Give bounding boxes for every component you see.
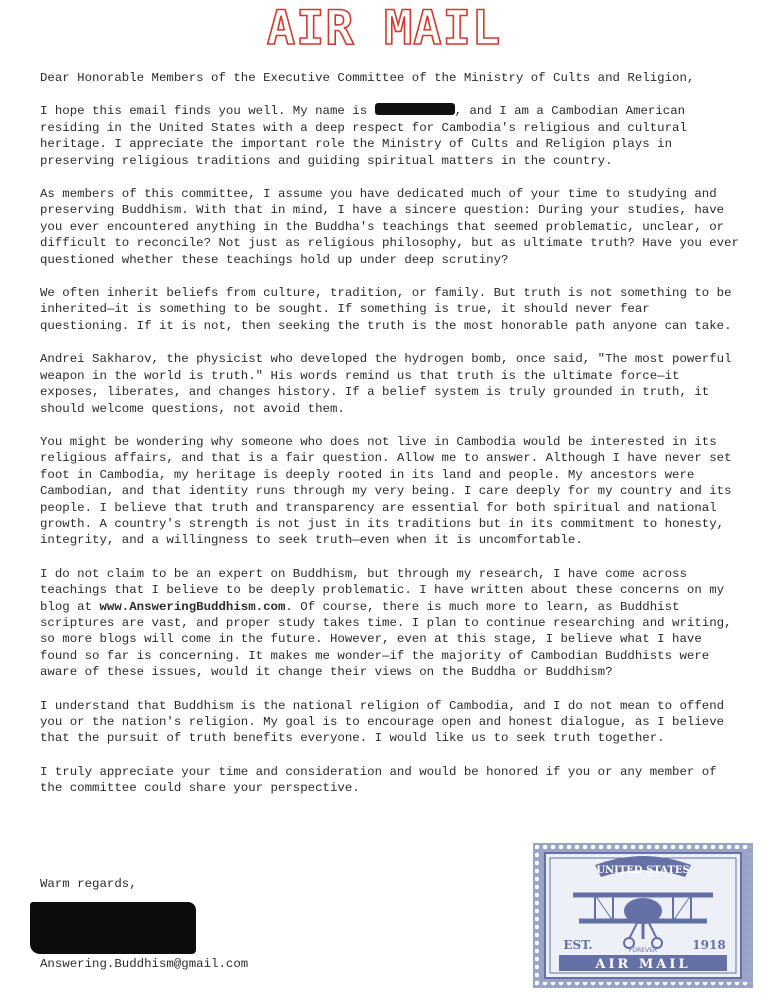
stamp-bottom-text: AIR MAIL [595, 957, 691, 972]
paragraph-national-religion: I understand that Buddhism is the national religion of Cambodia, and I do not mean to offend you or the nation's religion. My goal is to encourage open and honest dialogue, as I believe that the pursuit of truth benefits everyone. I would like us to seek truth together. [40, 698, 725, 746]
paragraph-beliefs: We often inherit beliefs from culture, tradition, or family. But truth is not something to be inherited—it is something to be sought. If something is true, it should never fear questioning. If it is not, then seeking the truth is the most honorable path anyone can take. [40, 286, 732, 333]
stamp-est-text: EST. [563, 938, 593, 952]
paragraph-introduction [40, 103, 740, 169]
blog-link[interactable]: www.AnsweringBuddhism.com [99, 599, 286, 614]
sign-off: Warm regards, [40, 877, 137, 891]
intro-text-start: I hope this email finds you well. My name is [40, 104, 375, 119]
intro-text-end: , and I am a Cambodian American residing in the United States with a deep respect for Cambodia's religious and cultural heritage. I appreciate the important role the Ministry of Cults and Religion plays in preserving religious traditions and guiding spiritual matters in the country. [40, 104, 687, 168]
air-mail-title: AIR MAIL [266, 1, 502, 56]
air-mail-header [0, 1, 768, 56]
stamp-forever-text: FOREVER [628, 947, 658, 954]
redacted-name [375, 103, 455, 115]
paragraph-appreciation: I truly appreciate your time and consideration and would be honored if you or any member of the committee could share your perspective. [40, 764, 717, 796]
paragraph-question: As members of this committee, I assume you have dedicated much of your time to studying and preserving Buddhism. With that in mind, I have a sincere question: During your studies, have you ever encountered anything in the Buddha's teachings that seemed problematic, unclear, or difficult to reconcile? Not just as religious philosophy, but as ultimate truth? Have you ever questioned whether these teachings hold up under deep scrutiny? [40, 187, 739, 267]
paragraph-sakharov-quote: Andrei Sakharov, the physicist who developed the hydrogen bomb, once said, "The most powerful weapon in the world is truth." His words remind us that truth is the ultimate force—it exposes, liberates, and changes history. If a belief system is truly grounded in truth, it should welcome questions, not avoid them. [40, 352, 732, 416]
research-text-start: I do not claim to be an expert on Buddhism, but through my research, I have come across teachings that I believe to be deeply problematic. I have written about these concerns on my blog at [40, 566, 725, 614]
air-mail-stamp [533, 843, 753, 988]
sender-email: Answering.Buddhism@gmail.com [40, 957, 249, 971]
stamp-year-text: 1918 [692, 938, 726, 952]
letter-body [40, 70, 740, 814]
paragraph-research [40, 566, 740, 681]
salutation: Dear Honorable Members of the Executive Committee of the Ministry of Cults and Religion, [40, 71, 695, 85]
paragraph-heritage: You might be wondering why someone who does not live in Cambodia would be interested in its religious affairs, and that is a fair question. Allow me to answer. Although I have never set foot in Cambodia, my heritage is deeply rooted in its land and people. My ancestors were Cambodian, and that identity runs through my very being. I care deeply for my country and its people. I believe that truth and transparency are essential for both spiritual and national growth. A country's strength is not just in its traditions but in its commitment to honesty, integrity, and a willingness to seek truth—even when it is uncomfortable. [40, 434, 732, 548]
stamp-top-text: UNITED STATES [596, 865, 690, 876]
redacted-signature [30, 902, 196, 954]
research-text-end: . Of course, there is much more to learn, as Buddhist scriptures are vast, and proper study takes time. I plan to continue researching and writing, so more blogs will come in the future. However, even at this stage, I believe what I have found so far is concerning. It makes me wonder—if the majority of Cambodian Buddhists were aware of these issues, would it change their views on the Buddha or Buddhism? [40, 599, 732, 680]
